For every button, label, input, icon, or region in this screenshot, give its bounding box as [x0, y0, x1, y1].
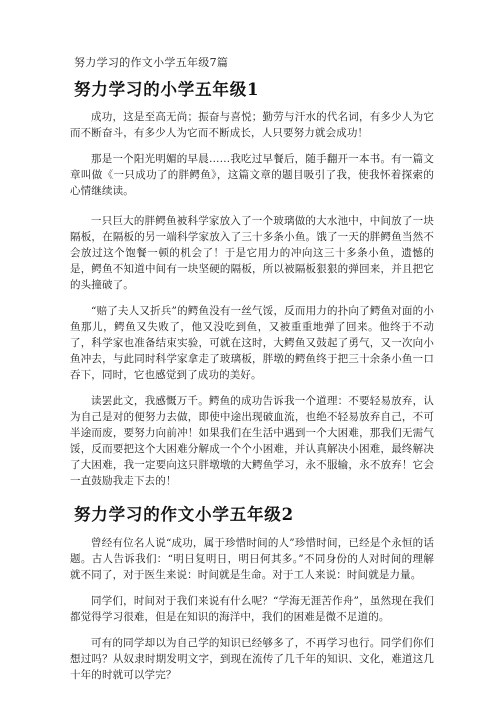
- essay-section-1: [70, 79, 434, 489]
- document-title: 努力学习的作文小学五年级7篇: [74, 56, 229, 69]
- paragraph: “赔了夫人又折兵”的鳄鱼没有一丝气馁，反而用力的扑向了鳄鱼对面的小鱼那儿，鳄鱼又失败了，他又没吃到鱼，又被重重地弹了回来。他终于不动了，科学家也准备结束实验，可就在这时，大鳄鱼又鼓起了勇气，又一次向小鱼冲去，与此同时科学家拿走了玻璃板，胖墩的鳄鱼终于把三十余条小鱼一口吞下，同时，它也感觉到了成功的美好。: [70, 305, 434, 381]
- paragraph: 曾经有位名人说“成功，属于珍惜时间的人”珍惜时间，已经是个永恒的话题。古人告诉我们：“明日复明日，明日何其多。”不同身份的人对时间的理解就不同了，对于医生来说：时间就是生命。对于工人来说：时间就是力量。: [70, 537, 434, 581]
- paragraph: 一只巨大的胖鳄鱼被科学家放入了一个玻璃做的大水池中，中间放了一块隔板，在隔板的另一端科学家放入了三十多条小鱼。饿了一天的胖鳄鱼当然不会放过这个饱餐一顿的机会了！于是它用力的冲向这三十多条小鱼，遗憾的是，鳄鱼不知道中间有一块坚硬的隔板，所以被隔板狠狠的弹回来，并且把它的头撞破了。: [70, 215, 434, 291]
- section-heading: 努力学习的作文小学五年级2: [74, 505, 294, 524]
- paragraph: 可有的同学却以为自己学的知识已经够多了，不再学习也行。同学们你们想过吗？从奴隶时期发明文字，到现在流传了几千年的知识、文化，难道这几十年的时就可以学完？: [70, 637, 434, 681]
- paragraph: 那是一个阳光明媚的早晨……我吃过早餐后，随手翻开一本书。有一篇文章叫做《一只成功了的胖鳄鱼》，这篇文章的题目吸引了我，使我怀着探索的心情继续读。: [70, 153, 434, 197]
- paragraph: 读罢此文，我感慨万千。鳄鱼的成功告诉我一个道理：不要轻易放弃，认为自己是对的便努力去做，即使中途出现破血流，也绝不轻易放弃自己，不可半途而废，要努力向前冲！如果我们在生活中遇到一个大困难，那我们无需气馁，反而要把这个大困难分解成一个个小困难，并认真解决小困难，最终解决了大困难，我一定要向这只胖墩墩的大鳄鱼学习，永不服输，永不放弃！它会一直鼓励我走下去的！: [70, 395, 434, 487]
- essay-section-2: [70, 504, 434, 683]
- paragraph: 同学们，时间对于我们来说有什么呢？“学海无涯苦作舟”，虽然现在我们都觉得学习很难，但是在知识的海洋中，我们的困难是微不足道的。: [70, 595, 434, 623]
- section-heading: 努力学习的小学五年级1: [74, 80, 260, 99]
- paragraph: 成功，这是至高无尚；振奋与喜悦；勤劳与汗水的代名词，有多少人为它而不断奋斗，有多少人为它而不断成长，人只要努力就会成功！: [70, 111, 434, 139]
